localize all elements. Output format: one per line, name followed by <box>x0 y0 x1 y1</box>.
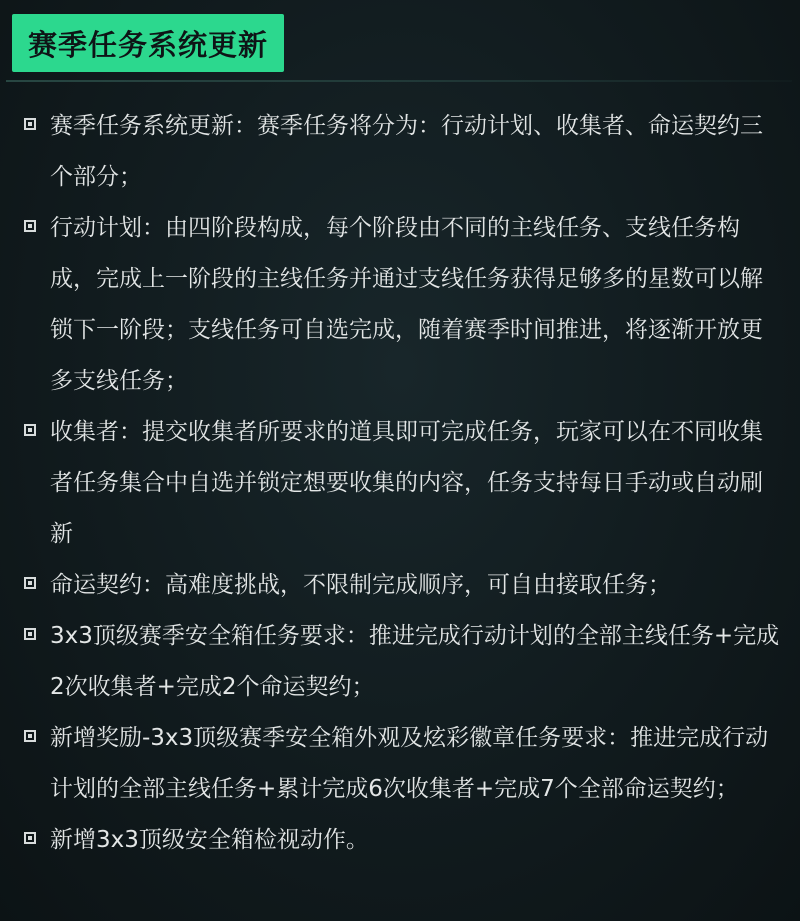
list-item-text: 赛季任务系统更新：赛季任务将分为：行动计划、收集者、命运契约三个部分； <box>50 113 763 190</box>
square-bullet-icon <box>24 832 36 844</box>
section-title-tab <box>12 14 284 72</box>
list-item-text: 新增3x3顶级安全箱检视动作。 <box>50 827 369 853</box>
square-bullet-icon <box>24 730 36 742</box>
list-item <box>22 815 780 866</box>
square-bullet-icon <box>24 220 36 232</box>
header-divider <box>6 80 792 82</box>
list-item-text: 命运契约：高难度挑战，不限制完成顺序，可自由接取任务； <box>50 572 671 598</box>
list-item-text: 3x3顶级赛季安全箱任务要求：推进完成行动计划的全部主线任务+完成2次收集者+完成2个命运契约； <box>50 623 780 700</box>
list-item-text: 收集者：提交收集者所要求的道具即可完成任务，玩家可以在不同收集者任务集合中自选并锁定想要收集的内容，任务支持每日手动或自动刷新 <box>50 419 763 547</box>
list-item-text: 新增奖励-3x3顶级赛季安全箱外观及炫彩徽章任务要求：推进完成行动计划的全部主线任务+累计完成6次收集者+完成7个全部命运契约； <box>50 725 769 802</box>
update-notes-panel <box>6 6 792 914</box>
update-list <box>22 101 780 866</box>
list-item <box>22 611 780 713</box>
section-title: 赛季任务系统更新 <box>28 27 269 62</box>
list-item <box>22 101 780 203</box>
square-bullet-icon <box>24 424 36 436</box>
list-item <box>22 560 780 611</box>
list-item <box>22 203 780 407</box>
list-item <box>22 713 780 815</box>
square-bullet-icon <box>24 118 36 130</box>
list-item-text: 行动计划：由四阶段构成，每个阶段由不同的主线任务、支线任务构成，完成上一阶段的主线任务并通过支线任务获得足够多的星数可以解锁下一阶段；支线任务可自选完成，随着赛季时间推进，将逐渐开放更多支线任务； <box>50 215 763 394</box>
square-bullet-icon <box>24 628 36 640</box>
list-item <box>22 407 780 560</box>
square-bullet-icon <box>24 577 36 589</box>
